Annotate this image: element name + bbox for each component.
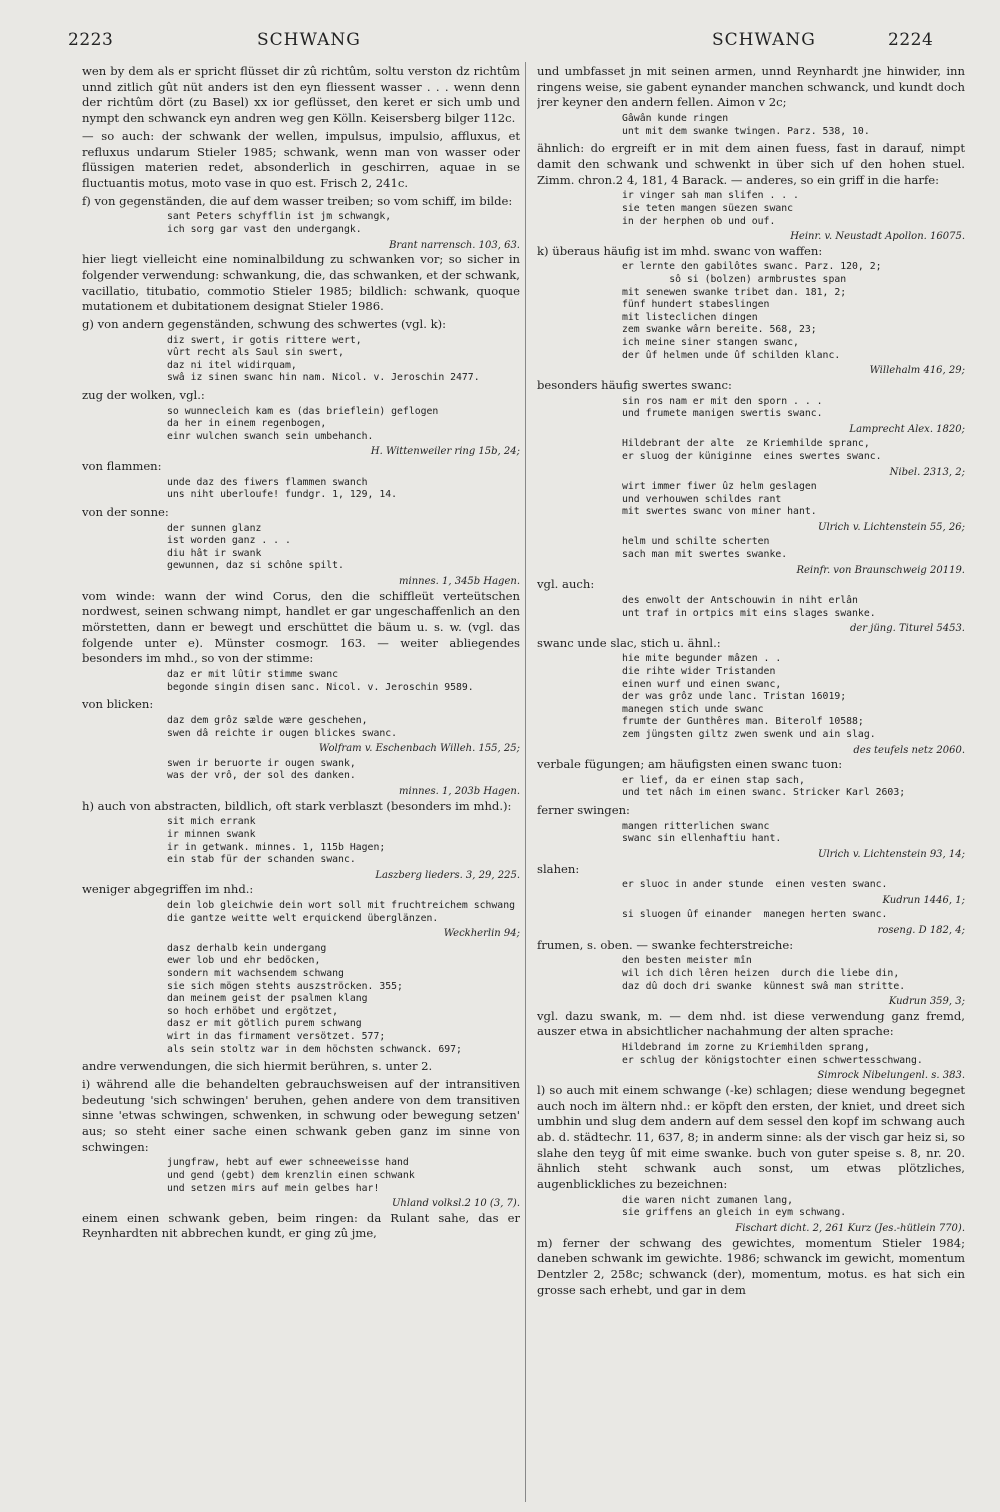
paragraph: frumen, s. oben. — swanke fechterstreiche: (537, 937, 794, 952)
paragraph: i) während alle die behandelten gebrauchsweisen auf der intransitiven bedeutung 'sich schwingen' beruhen, gehen andere von dem transitiven sinne 'etwas schwingen, schwenken, in schwung oder bewegung setzen' aus; so steht einer sache einen schwank geben ganz im sinne von schwingen: (82, 1076, 520, 1154)
verse-quotation: Hildebrand im zorne zu Kriemhilden sprang, er schlug der königstochter einen schwertesschwang. (622, 1042, 923, 1066)
source-citation: Wolfram v. Eschenbach Willeh. 155, 25; (318, 743, 520, 755)
verse-quotation: dein lob gleichwie dein wort soll mit fruchtreichem schwang die gantze weitte welt erquickend überglänzen. (167, 899, 515, 924)
verse-quotation: helm und schilte scherten sach man mit swertes swanke. (622, 536, 788, 561)
left-column (82, 64, 520, 1504)
paragraph: slahen: (537, 861, 580, 876)
source-citation: Laszberg lieders. 3, 29, 225. (375, 869, 520, 881)
verse-quotation: ir vinger sah man slifen . . . sie teten mangen süezen swanc in der herphen ob und ouf. (622, 190, 799, 227)
verse-quotation: sant Peters schyfflin ist jm schwangk, ich sorg gar vast den undergangk. (167, 211, 392, 235)
verse-quotation: dasz derhalb kein undergang ewer lob und ehr bedöcken, sondern mit wachsendem schwang sie sich mögen stehts auszströcken. 355; dan meinem geist der psalmen klang so hoch erhöbet und ergötzet, dasz er mit götlich purem schwang wirt in das firmament versötzet. 577; als sein stoltz war in dem höchsten schwanck. 697; (167, 942, 462, 1055)
source-citation: Ulrich v. Lichtenstein 93, 14; (818, 848, 965, 860)
paragraph: ähnlich: do ergreift er in mit dem ainen fuess, fast in darauf, nimpt damit den schwank und schwenkt in über sich uf den hohen stuel. Zimm. chron.2 4, 181, 4 Barack. — anderes, so ein griff in die harfe: (537, 141, 965, 187)
paragraph: ferner swingen: (537, 803, 630, 818)
source-citation: Ulrich v. Lichtenstein 55, 26; (818, 521, 965, 533)
verse-quotation: er sluoc in ander stunde einen vesten swanc. (622, 879, 888, 891)
paragraph: und umbfasset jn mit seinen armen, unnd Reynhardt jne hinwider, inn ringens weise, sie gabent eynander manchen schwanck, und kundt doch jrer keyner den andern fellen. Aimon v 2c; (537, 64, 965, 110)
source-citation: minnes. 1, 345b Hagen. (399, 576, 520, 588)
paragraph: besonders häufig swertes swanc: (537, 377, 732, 392)
paragraph: vgl. auch: (537, 577, 595, 592)
paragraph: — so auch: der schwank der wellen, impulsus, impulsio, affluxus, et refluxus undarum Stieler 1985; schwank, wenn man von wasser oder flüssigen materien redet, absonderlich in geschirren, aquae in se fluctuantis motus, moto vase in quo est. Frisch 2, 241c. (82, 128, 520, 190)
paragraph: g) von andern gegenständen, schwung des schwertes (vgl. k): (82, 316, 447, 331)
source-citation: der jüng. Titurel 5453. (849, 623, 965, 635)
paragraph: wen by dem als er spricht flüsset dir zû richtûm, soltu verston dz richtûm unnd zitlich gût nüt anders ist den eyn fliessent wasser . . . wenn denn der richtûm dört (zu Basel) xx ior geflüsset, den keret er sich umb und nympt den schwanck eyn andren weg gen Kölln. Keisersberg bilger 112c. (82, 64, 520, 126)
paragraph: m) ferner der schwang des gewichtes, momentum Stieler 1984; daneben schwank im gewichte. 1986; schwanck im gewicht, momentum Dentzler 2, 258c; schwanck (der), momentum, motus. es hat sich ein grosse sach erhebt, und gar in dem (537, 1235, 965, 1297)
right-column (537, 64, 965, 1504)
paragraph: weniger abgegriffen im nhd.: (82, 882, 254, 897)
paragraph: vom winde: wann der wind Corus, den die schiffleüt verteütschen nordwest, seinen schwang nimpt, handlet er gar ungeschaffenlich an den mörstetten, dann er bewegt und erschüttet die bäum u. s. w. (vgl. das folgende unter e). Münster cosmogr. 163. — weiter abliegendes besonders im mhd., so von der stimme: (82, 588, 520, 666)
source-citation: Brant narrensch. 103, 63. (389, 239, 520, 251)
source-citation: minnes. 1, 203b Hagen. (399, 786, 520, 798)
verse-quotation: des enwolt der Antschouwin in niht erlân unt traf in ortpics mit eins slages swanke. (622, 594, 876, 619)
source-citation: Weckherlin 94; (443, 928, 520, 940)
verse-quotation: die waren nicht zumanen lang, sie griffens an gleich in eym schwang. (622, 1194, 847, 1219)
verse-quotation: der sunnen glanz ist worden ganz . . . diu hât ir swank gewunnen, daz si schône spilt. (167, 522, 344, 572)
verse-quotation: diz swert, ir gotis rittere wert, vûrt recht als Saul sin swert, daz ni itel widirquam, swâ iz sinen swanc hin nam. Nicol. v. Jeroschin 2477. (167, 334, 480, 384)
paragraph: von flammen: (82, 459, 162, 474)
paragraph: von der sonne: (82, 504, 169, 519)
verse-quotation: daz dem grôz sælde wære geschehen, swen dâ reichte ir ougen blickes swanc. (167, 715, 398, 739)
verse-quotation: Hildebrant der alte ze Kriemhilde spranc, er sluog der küniginne eines swertes swanc. (622, 438, 882, 462)
source-citation: Uhland volksl.2 10 (3, 7). (392, 1198, 520, 1210)
source-citation: H. Wittenweiler ring 15b, 24; (370, 446, 520, 458)
verse-quotation: mangen ritterlichen swanc swanc sin ellenhaftiu hant. (622, 820, 782, 845)
verse-quotation: hie mite begunder mâzen . . die rihte wider Tristanden einen wurf und einen swanc, der was grôz unde lanc. Tristan 16019; manegen stich unde swanc frumte der Gunthêres man. Biterolf 10588; zem jüngsten giltz zwen swenk und ain slag. (622, 653, 876, 740)
verse-quotation: daz er mit lûtir stimme swanc begonde singin disen sanc. Nicol. v. Jeroschin 9589. (167, 669, 474, 693)
verse-quotation: sit mich errank ir minnen swank ir in getwank. minnes. 1, 115b Hagen; ein stab für der schanden swanc. (167, 816, 386, 866)
right-running-title: SCHWANG (712, 30, 816, 50)
column-divider (525, 62, 526, 1502)
paragraph: k) überaus häufig ist im mhd. swanc von waffen: (537, 243, 823, 258)
left-running-title: SCHWANG (257, 30, 361, 50)
verse-quotation: jungfraw, hebt auf ewer schneeweisse hand und gend (gebt) dem krenzlin einen schwank und setzen mirs auf mein gelbes har! (167, 1157, 415, 1194)
paragraph: einem einen schwank geben, beim ringen: da Rulant sahe, das er Reynhardten nit abbrechen kundt, er ging zû jme, (82, 1210, 520, 1241)
source-citation: roseng. D 182, 4; (877, 925, 965, 937)
source-citation: Nibel. 2313, 2; (889, 466, 965, 478)
paragraph: zug der wolken, vgl.: (82, 388, 205, 402)
paragraph: swanc unde slac, stich u. ähnl.: (537, 635, 721, 650)
verse-quotation: Gâwân kunde ringen unt mit dem swanke twingen. Parz. 538, 10. (622, 113, 870, 137)
paragraph: l) so auch mit einem schwange (-ke) schlagen; diese wendung begegnet auch noch im ältern nhd.: er köpft den ersten, der kniet, und dreet sich umbhin und slug dem andern auf dem sessel den kopf im schwang auch ab. d. städtechr. 11, 637, 8; in anderm sinne: als der visch gar heiz si, so slahe den teyg ûf mit eime swanke. buch von guter speise s. 8, nr. 20. ähnlich steht schwank auch sonst, um etwas plötzliches, augenblickliches zu bezeichnen: (537, 1082, 965, 1192)
verse-quotation: si sluogen ûf einander manegen herten swanc. (622, 909, 888, 921)
source-citation: Lamprecht Alex. 1820; (849, 423, 965, 435)
verse-quotation: er lernte den gabilôtes swanc. Parz. 120, 2; sô si (bolzen) armbrustes span mit senewen swanke tribet dan. 181, 2; fünf hundert stabeslingen mit listeclichen dingen zem swanke wârn bereite. 568, 23; ich meine siner stangen swanc, der ûf helmen unde ûf schilden klanc. (622, 261, 882, 361)
source-citation: Fischart dicht. 2, 261 Kurz (Jes.-hütlein 770). (735, 1223, 965, 1235)
verse-quotation: so wunnecleich kam es (das brieflein) geflogen da her in einem regenbogen, einr wulchen swanch sein umbehanch. (167, 405, 439, 442)
source-citation: Heinr. v. Neustadt Apollon. 16075. (790, 231, 965, 243)
verse-quotation: unde daz des fiwers flammen swanch uns niht uberloufe! fundgr. 1, 129, 14. (167, 476, 398, 501)
paragraph: von blicken: (82, 697, 154, 712)
verse-quotation: wirt immer fiwer ûz helm geslagen und verhouwen schildes rant mit swertes swanc von miner hant. (622, 481, 817, 518)
verse-quotation: swen ir beruorte ir ougen swank, was der vrô, der sol des danken. (167, 757, 356, 782)
source-citation: Reinfr. von Braunschweig 20119. (796, 564, 965, 576)
right-page-number: 2224 (888, 30, 934, 50)
source-citation: Willehalm 416, 29; (869, 365, 965, 377)
source-citation: Simrock Nibelungenl. s. 383. (817, 1070, 965, 1082)
paragraph: andre verwendungen, die sich hiermit berühren, s. unter 2. (82, 1059, 433, 1074)
source-citation: des teufels netz 2060. (853, 744, 965, 756)
source-citation: Kudrun 359, 3; (888, 996, 965, 1008)
left-page-number: 2223 (68, 30, 114, 50)
source-citation: Kudrun 1446, 1; (882, 894, 965, 906)
paragraph: verbale fügungen; am häufigsten einen swanc tuon: (537, 757, 843, 772)
paragraph: h) auch von abstracten, bildlich, oft stark verblaszt (besonders im mhd.): (82, 798, 512, 813)
verse-quotation: den besten meister mîn wil ich dich lêren heizen durch die liebe din, daz dû doch dri swanke künnest swâ man stritte. (622, 955, 906, 992)
paragraph: f) von gegenständen, die auf dem wasser treiben; so vom schiff, im bilde: (82, 193, 513, 208)
paragraph: hier liegt vielleicht eine nominalbildung zu schwanken vor; so sicher in folgender verwendung: schwankung, die, das schwanken, et der schwank, vacillatio, titubatio, commotio Stieler 1985; bildlich: schwank, quoque mutationem et dubitationem designat Stieler 1986. (82, 252, 520, 314)
verse-quotation: sin ros nam er mit den sporn . . . und frumete manigen swertis swanc. (622, 395, 823, 420)
paragraph: vgl. dazu swank, m. — dem nhd. ist diese verwendung ganz fremd, auszer etwa in absichtlicher nachahmung der alten sprache: (537, 1008, 965, 1039)
verse-quotation: er lief, da er einen stap sach, und tet nâch im einen swanc. Stricker Karl 2603; (622, 774, 906, 799)
